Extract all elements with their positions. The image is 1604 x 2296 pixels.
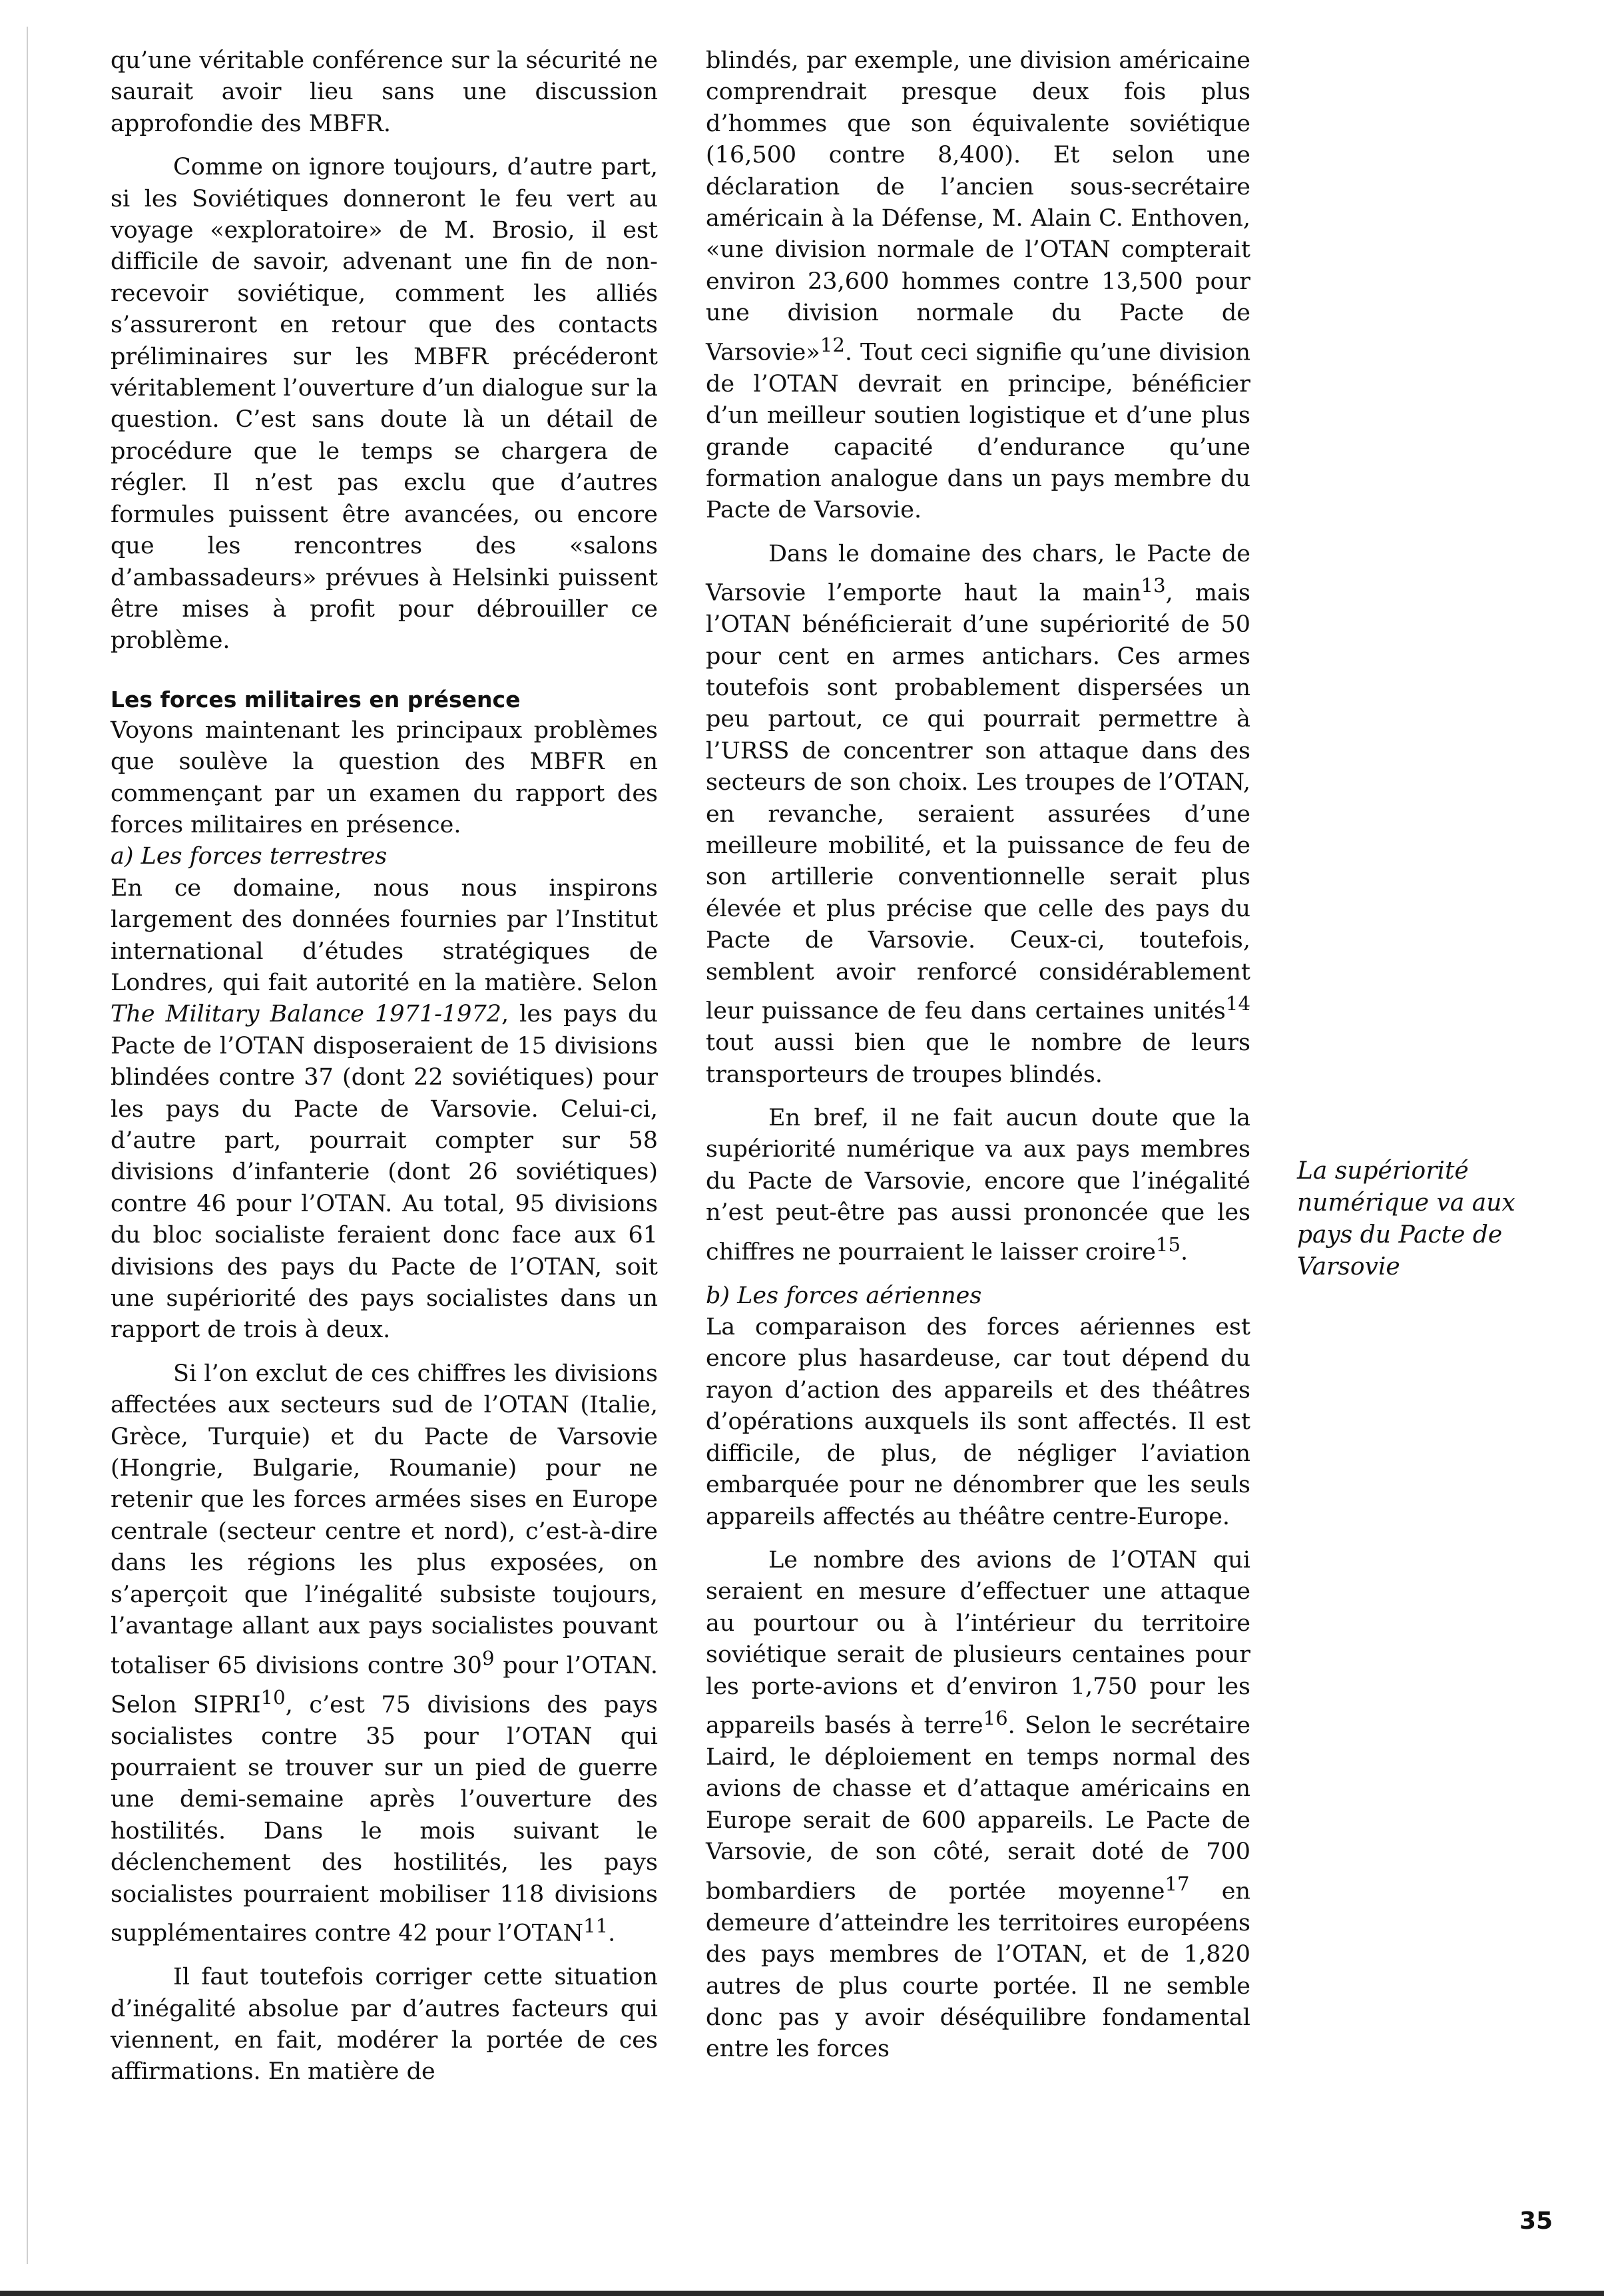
subsection-heading: a) Les forces terrestres bbox=[111, 843, 388, 870]
text-run: . bbox=[1181, 1239, 1189, 1266]
margin-note: La supériorité numérique va aux pays du Pacte de Varsovie bbox=[1297, 1157, 1515, 1281]
footnote-ref: 9 bbox=[481, 1646, 495, 1669]
text-run: pour l’OTAN. Selon SIPRI bbox=[111, 1652, 658, 1719]
paragraph bbox=[706, 1103, 1250, 1269]
paragraph bbox=[706, 1545, 1250, 2066]
text-run: . bbox=[608, 1920, 616, 1947]
margin-rule bbox=[27, 27, 28, 2264]
text-run: en demeure d’atteindre les territoires européens des pays membres de l’OTAN, et de 1,820 autres de plus courte portée. Il ne semble donc pas y avoir déséquilibre fondamental entre les forces bbox=[706, 1878, 1250, 2063]
page-number: 35 bbox=[1519, 2207, 1553, 2235]
paragraph: La comparaison des forces aériennes est encore plus hasardeuse, car tout dépend du rayon d’action des appareils et des théâtres d’opérations auxquels ils sont affectés. Il est difficile, de plus, de négliger l’aviation embarquée pour ne dénombrer que les seuls appareils affectés au théâtre centre-Europe. bbox=[706, 1314, 1250, 1530]
left-column bbox=[111, 45, 658, 2088]
footnote-ref: 14 bbox=[1225, 992, 1250, 1015]
text-run: tout aussi bien que le nombre de leurs transporteurs de troupes blindés. bbox=[706, 1029, 1250, 1088]
text-run: , les pays du Pacte de l’OTAN disposeraient de 15 divisions blindées contre 37 (dont 22 soviétiques) pour les pays du Pacte de Varsovie. Celui-ci, d’autre part, pourrait compter sur 58 divisions d’infanterie (dont 26 soviétiques) contre 46 pour l’OTAN. Au total, 95 divisions du bloc socialiste feraient donc face aux 61 divisions des pays du Pacte de l’OTAN, soit une supériorité des pays socialistes dans un rapport de trois à deux. bbox=[111, 1001, 658, 1344]
section-heading: Les forces militaires en présence bbox=[111, 686, 521, 713]
text-run: blindés, par exemple, une division américaine comprendrait presque deux fois plus d’hommes que son équivalente soviétique (16,500 contre 8,400). Et selon une déclaration de l’ancien sous-secrétaire américain à la Défense, M. Alain C. Enthoven, «une division normale de l’OTAN compterait environ 23,600 hommes contre 13,500 pour une division normale du Pacte de Varsovie» bbox=[706, 47, 1250, 366]
footnote-ref: 15 bbox=[1155, 1233, 1181, 1256]
footnote-ref: 13 bbox=[1141, 574, 1166, 597]
text-run: Le nombre des avions de l’OTAN qui seraient en mesure d’effectuer une attaque au pourtour ou à l’intérieur du territoire soviétique serait de plusieurs centaines pour les porte-avions et d’environ 1,750 pour les appareils basés à terre bbox=[706, 1546, 1250, 1739]
paragraph bbox=[111, 1358, 658, 1950]
right-column bbox=[706, 45, 1250, 2066]
footnote-ref: 11 bbox=[583, 1914, 609, 1938]
text-run: , c’est 75 divisions des pays socialistes contre 35 pour l’OTAN qui pourraient se trouver sur un pied de guerre une demi-semaine après l’ouverture des hostilités. Dans le mois suivant le déclenchement des hostilités, les pays socialistes pourraient mobiliser 118 divisions supplémentaires contre 42 pour l’OTAN bbox=[111, 1691, 659, 1947]
paragraph: Comme on ignore toujours, d’autre part, si les Soviétiques donneront le feu vert au voyage «exploratoire» de M. Brosio, il est difficile de savoir, advenant une fin de non-recevoir soviétique, comment les alliés s’assureront en retour que des contacts préliminaires sur les MBFR précéderont véritablement l’ouverture d’un dialogue sur la question. C’est sans doute là un détail de procédure que le temps se chargera de régler. Il n’est pas exclu que d’autres formules puissent être avancées, ou encore que les rencontres des «salons d’ambassadeurs» prévues à Helsinki puissent être mises à profit pour débrouiller ce problème. bbox=[111, 154, 658, 655]
footnote-ref: 10 bbox=[260, 1685, 286, 1709]
footnote-ref: 16 bbox=[983, 1706, 1008, 1729]
footnote-ref: 12 bbox=[820, 333, 845, 356]
text-run: , mais l’OTAN bénéficierait d’une supériorité de 50 pour cent en armes antichars. Ces armes toutefois sont probablement dispersées un peu partout, ce qui pourrait permettre à l’URSS de concentrer son attaque dans des secteurs de son choix. Les troupes de l’OTAN, en revanche, seraient assurées d’une meilleure mobilité, et la puissance de feu de son artillerie conventionnelle serait plus élevée et plus précise que celle des pays du Pacte de Varsovie. Ceux-ci, toutefois, semblent avoir renforcé considérablement leur puissance de feu dans certaines unités bbox=[706, 579, 1250, 1025]
text-run: En bref, il ne fait aucun doute que la supériorité numérique va aux pays membres du Pacte de Varsovie, encore que l’inégalité n’est peut-être pas aussi prononcée que les chiffres ne pourraient le laisser croire bbox=[706, 1104, 1250, 1266]
paragraph: Voyons maintenant les principaux problèmes que soulève la question des MBFR en commençant par un examen du rapport des forces militaires en présence. bbox=[111, 717, 658, 838]
paragraph bbox=[706, 539, 1250, 1091]
text-run: . Tout ceci signifie qu’une division de l’OTAN devrait en principe, bénéficier d’un meilleur soutien logistique et d’une plus grande capacité d’endurance qu’une formation analogue dans un pays membre du Pacte de Varsovie. bbox=[706, 339, 1250, 524]
footnote-ref: 17 bbox=[1165, 1872, 1190, 1895]
paragraph bbox=[111, 873, 658, 1346]
subsection-heading: b) Les forces aériennes bbox=[706, 1282, 982, 1309]
paragraph: qu’une véritable conférence sur la sécurité ne saurait avoir lieu sans une discussion approfondie des MBFR. bbox=[111, 47, 658, 137]
book-title: The Military Balance 1971-1972 bbox=[111, 1001, 501, 1028]
paragraph bbox=[706, 45, 1250, 527]
text-run: Dans le domaine des chars, le Pacte de Varsovie l’emporte haut la main bbox=[706, 540, 1250, 607]
paragraph: Il faut toutefois corriger cette situation d’inégalité absolue par d’autres facteurs qui viennent, en fait, modérer la portée de ces affirmations. En matière de bbox=[111, 1964, 658, 2086]
text-run: . Selon le secrétaire Laird, le déploiement en temps normal des avions de chasse et d’attaque américains en Europe serait de 600 appareils. Le Pacte de Varsovie, de son côté, serait doté de 700 bombardiers de portée moyenne bbox=[706, 1712, 1250, 1905]
text-run: En ce domaine, nous nous inspirons largement des données fournies par l’Institut international d’études stratégiques de Londres, qui fait autorité en la matière. Selon bbox=[111, 874, 658, 996]
bottom-edge bbox=[0, 2291, 1604, 2296]
text-run: Si l’on exclut de ces chiffres les divisions affectées aux secteurs sud de l’OTAN (Italie, Grèce, Turquie) et du Pacte de Varsovie (Hongrie, Bulgarie, Roumanie) pour ne retenir que les forces armées sises en Europe centrale (secteur centre et nord), c’est-à-dire dans les régions les plus exposées, on s’aperçoit que l’inégalité subsiste toujours, l’avantage allant aux pays socialistes pouvant totaliser 65 divisions contre 30 bbox=[111, 1360, 658, 1679]
